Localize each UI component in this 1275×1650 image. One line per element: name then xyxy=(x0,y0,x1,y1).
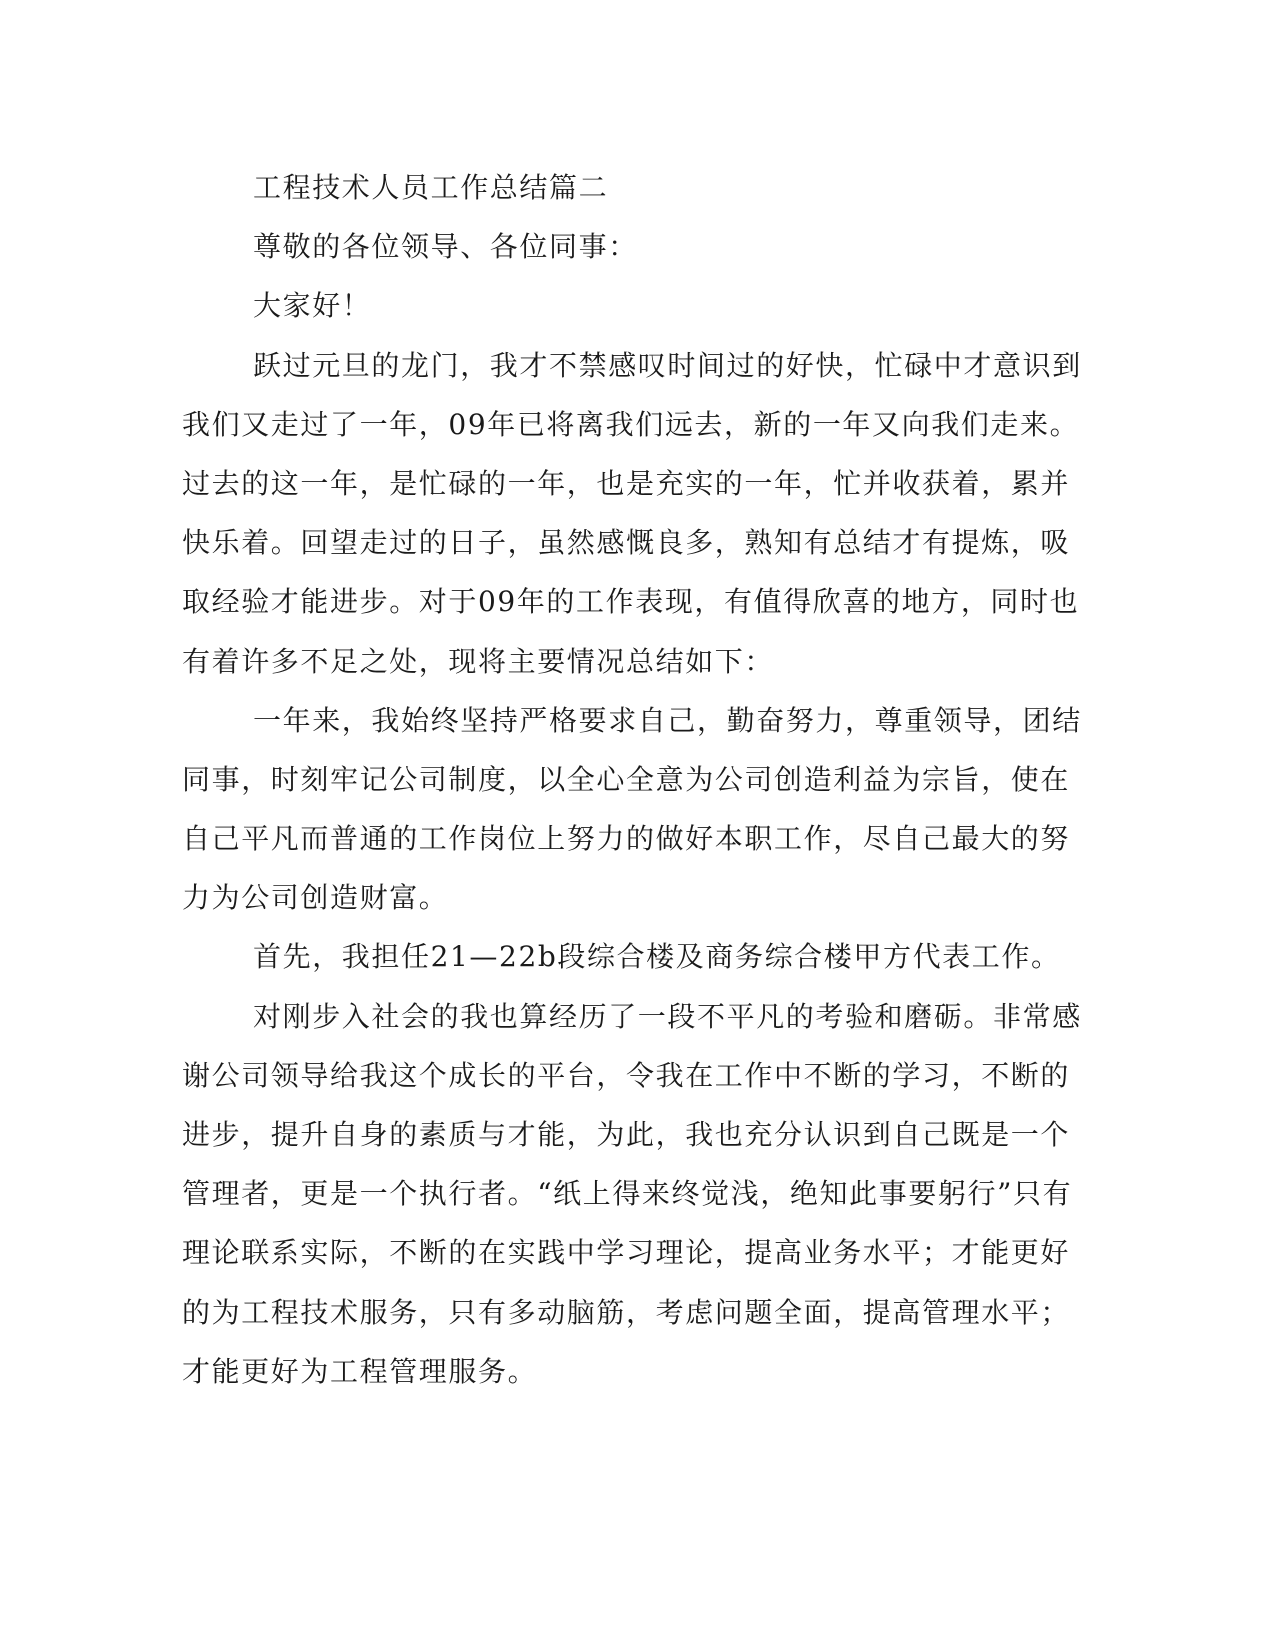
document-body xyxy=(182,158,1082,1401)
salutation: 尊敬的各位领导、各位同事： xyxy=(253,230,638,264)
paragraph-line: 理论联系实际，不断的在实践中学习理论，提高业务水平；才能更好 xyxy=(182,1236,1071,1270)
paragraph-line: 取经验才能进步。对于09年的工作表现，有值得欣喜的地方，同时也 xyxy=(182,585,1080,619)
paragraph-line: 我们又走过了一年，09年已将离我们远去，新的一年又向我们走来。 xyxy=(182,407,1080,441)
paragraph-line: 有着许多不足之处，现将主要情况总结如下： xyxy=(182,644,775,678)
paragraph-line: 快乐着。回望走过的日子，虽然感慨良多，熟知有总结才有提炼，吸 xyxy=(182,526,1071,560)
paragraph-line: 进步，提升自身的素质与才能，为此，我也充分认识到自己既是一个 xyxy=(182,1118,1071,1151)
document-title: 工程技术人员工作总结篇二 xyxy=(253,171,609,204)
paragraph-line: 跃过元旦的龙门，我才不禁感叹时间过的好快，忙碌中才意识到 xyxy=(253,348,1082,382)
paragraph-line: 自己平凡而普通的工作岗位上努力的做好本职工作，尽自己最大的努 xyxy=(182,822,1071,856)
paragraph-line: 首先，我担任21—22b段综合楼及商务综合楼甲方代表工作。 xyxy=(253,940,1061,974)
paragraph-line: 管理者，更是一个执行者。“纸上得来终觉浅，绝知此事要躬行”只有 xyxy=(182,1177,1073,1211)
paragraph-line: 的为工程技术服务，只有多动脑筋，考虑问题全面，提高管理水平； xyxy=(182,1295,1071,1329)
paragraph-line: 对刚步入社会的我也算经历了一段不平凡的考验和磨砺。非常感 xyxy=(253,999,1082,1033)
paragraph-line: 谢公司领导给我这个成长的平台，令我在工作中不断的学习，不断的 xyxy=(182,1058,1071,1092)
paragraph-line: 力为公司创造财富。 xyxy=(182,881,449,915)
paragraph-line: 一年来，我始终坚持严格要求自己，勤奋努力，尊重领导，团结 xyxy=(253,703,1082,737)
paragraph-line: 才能更好为工程管理服务。 xyxy=(182,1354,538,1388)
paragraph-line: 同事，时刻牢记公司制度，以全心全意为公司创造利益为宗旨，使在 xyxy=(182,762,1071,796)
greeting: 大家好！ xyxy=(253,289,372,323)
paragraph-line: 过去的这一年，是忙碌的一年，也是充实的一年，忙并收获着，累并 xyxy=(182,466,1071,500)
